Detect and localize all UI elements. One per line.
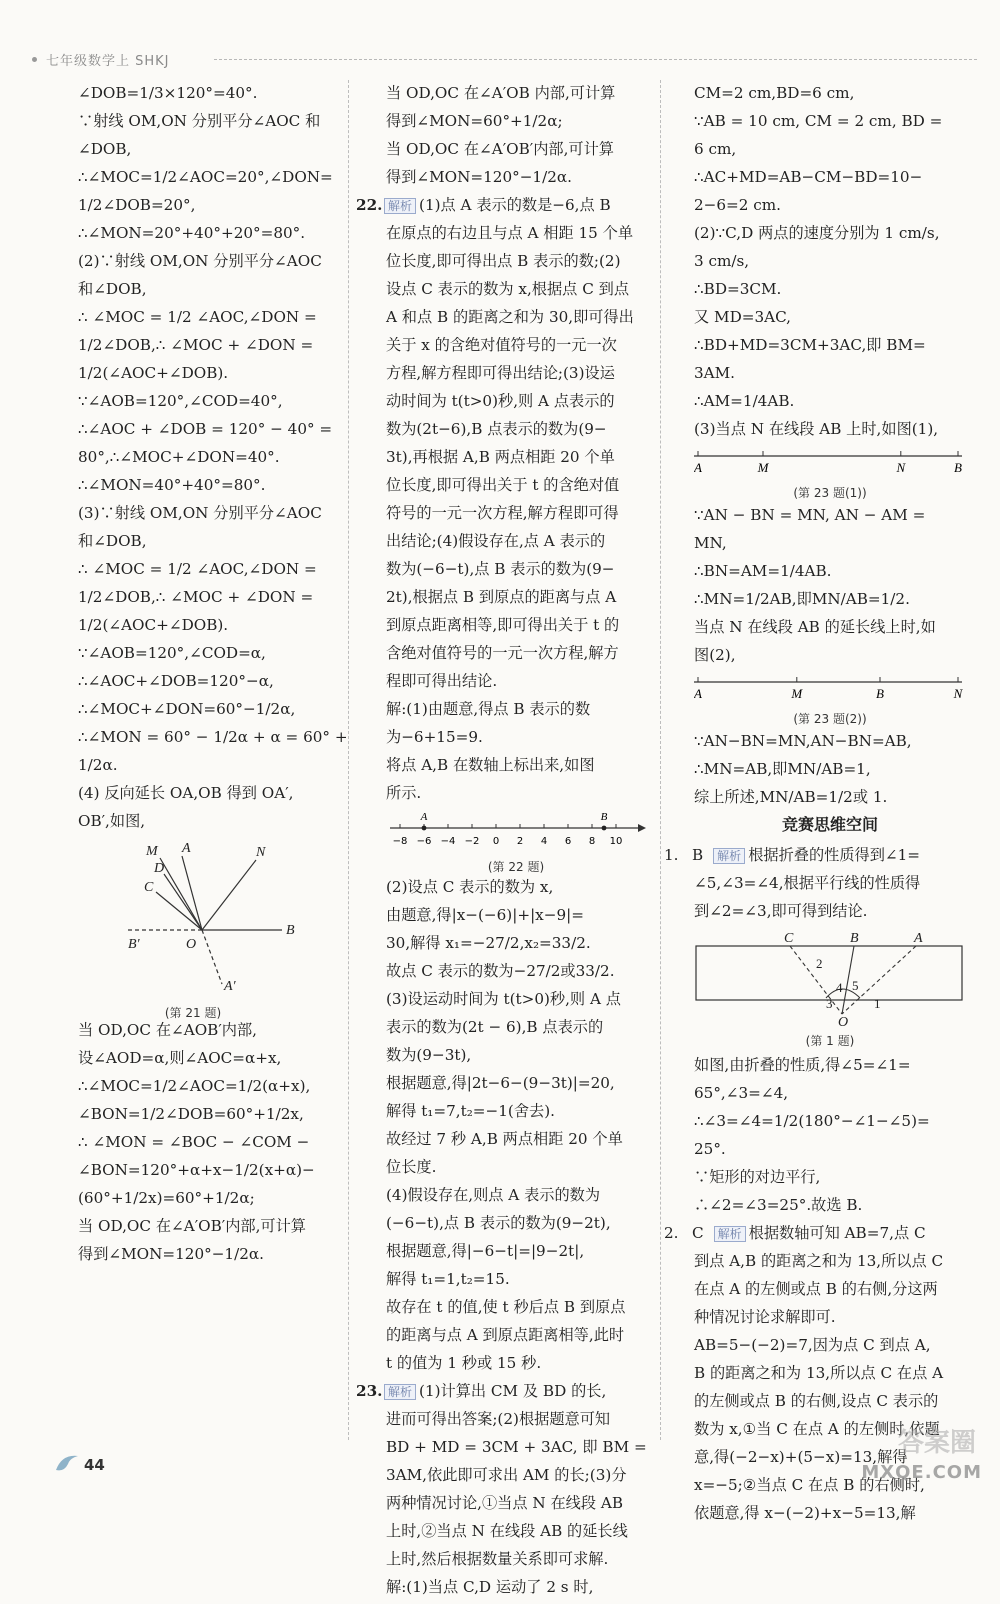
col1-text-after bbox=[78, 1019, 343, 1265]
segment-point-label: A bbox=[694, 460, 702, 475]
q1-solution bbox=[694, 1054, 966, 1216]
text-line: CM=2 cm,BD=6 cm, bbox=[694, 84, 855, 102]
q1-text bbox=[694, 872, 966, 922]
text-line: ∵AN−BN=MN,AN−BN=AB, bbox=[694, 732, 912, 750]
figure-22 bbox=[386, 810, 650, 874]
axis-point bbox=[422, 826, 427, 831]
text-line: ∴AC+MD=AB−CM−BD=10− bbox=[694, 168, 923, 186]
figure-23-1 bbox=[694, 446, 966, 498]
segment-diagram-2 bbox=[694, 672, 966, 706]
axis-tick-label: −2 bbox=[464, 836, 480, 847]
text-line: 到原点距离相等,即可得出关于 t 的 bbox=[386, 616, 620, 634]
text-line: 故点 C 表示的数为−27/2或33/2. bbox=[386, 962, 615, 980]
figure-22-caption: (第 22 题) bbox=[487, 860, 545, 874]
q22-analysis bbox=[386, 222, 650, 692]
q1-answer: B bbox=[692, 846, 704, 864]
text-line: ∵AB = 10 cm, CM = 2 cm, BD = bbox=[694, 112, 943, 130]
text-line: OB′,如图, bbox=[78, 812, 146, 830]
segment-point-label: M bbox=[791, 686, 803, 701]
text-line: 将点 A,B 在数轴上标出来,如图 bbox=[386, 756, 595, 774]
text-line: (2)∵射线 OM,ON 分别平分∠AOC bbox=[78, 252, 322, 270]
text-line: 和∠DOB, bbox=[78, 532, 147, 550]
text-line: 得到∠MON=60°+1/2α; bbox=[386, 112, 563, 130]
text-line: 数为 x,①当 C 在点 A 的左侧时,依题 bbox=[694, 1420, 940, 1438]
text-line: ∴∠MOC+∠DON=60°−1/2α, bbox=[78, 700, 296, 718]
axis-tick-label: 0 bbox=[492, 836, 500, 847]
text-line: 在原点的右边且与点 A 相距 15 个单 bbox=[386, 224, 634, 242]
q22-number: 22. bbox=[356, 196, 383, 214]
text-line: 进而可得出答案;(2)根据题意可知 bbox=[386, 1410, 611, 1428]
text-line: ∵∠AOB=120°,∠COD=α, bbox=[78, 644, 266, 662]
text-line: 的左侧或点 B 的右侧,设点 C 表示的 bbox=[694, 1392, 939, 1410]
segment-point-label: B bbox=[954, 460, 962, 475]
angle-2-label: 2 bbox=[816, 956, 823, 971]
text-line: ∴∠AOC+∠DOB=120°−α, bbox=[78, 672, 274, 690]
text-line: 1/2∠DOB,∴ ∠MOC + ∠DON = bbox=[78, 588, 314, 606]
fold-rectangle-diagram bbox=[694, 928, 966, 1028]
text-line: 得到∠MON=120°−1/2α. bbox=[386, 168, 572, 186]
text-line: 符号的一元一次方程,解方程即可得 bbox=[386, 504, 619, 522]
label-O: O bbox=[186, 937, 197, 952]
text-line: (−6−t),点 B 表示的数为(9−2t), bbox=[386, 1214, 611, 1232]
analysis-tag-2: 解析 bbox=[384, 1384, 416, 1400]
text-line: 1/2(∠AOC+∠DOB). bbox=[78, 616, 229, 634]
text-line: 所示. bbox=[386, 784, 422, 802]
text-line: ∴MN=AB,即MN/AB=1, bbox=[694, 760, 871, 778]
page-number: 44 bbox=[84, 1456, 105, 1474]
segment-diagram-1 bbox=[694, 446, 966, 480]
watermark-logo-text: 答案圈 bbox=[897, 1428, 976, 1458]
text-line: 依题意,得 x−(−2)+x−5=13,解 bbox=[694, 1504, 916, 1522]
axis-point-label: A bbox=[420, 811, 428, 823]
header-rule bbox=[214, 59, 977, 60]
text-line: 和∠DOB, bbox=[78, 280, 147, 298]
figure-1 bbox=[694, 928, 966, 1048]
text-line: 30,解得 x₁=−27/2,x₂=33/2. bbox=[386, 934, 591, 952]
text-line: 数为(2t−6),B 点表示的数为(9− bbox=[386, 420, 607, 438]
text-line: ∵射线 OM,ON 分别平分∠AOC 和 bbox=[78, 112, 321, 130]
q23-analysis bbox=[386, 1408, 650, 1570]
text-line: 两种情况讨论,①当点 N 在线段 AB bbox=[386, 1494, 623, 1512]
segment-point-label: N bbox=[953, 686, 963, 701]
label-C: C bbox=[144, 880, 154, 895]
text-line: 3AM. bbox=[694, 364, 736, 382]
figure-23-1-caption: (第 23 题(1)) bbox=[793, 486, 867, 500]
text-line: 意,得(−2−x)+(5−x)=13,解得 bbox=[694, 1448, 908, 1466]
text-line: 设∠AOD=α,则∠AOC=α+x, bbox=[78, 1049, 282, 1067]
text-line: ∠BON=1/2∠DOB=60°+1/2x, bbox=[78, 1105, 304, 1123]
q1-text-first: 根据折叠的性质得到∠1= bbox=[748, 846, 920, 864]
text-line: ∴∠MON=20°+40°+20°=80°. bbox=[78, 224, 306, 242]
q22-analysis-first: (1)点 A 表示的数是−6,点 B bbox=[419, 196, 611, 214]
text-line: 到∠2=∠3,即可得到结论. bbox=[694, 902, 868, 920]
bullet-icon bbox=[32, 57, 37, 62]
text-line: 故经过 7 秒 A,B 两点相距 20 个单 bbox=[386, 1130, 623, 1148]
figure-1-caption: (第 1 题) bbox=[805, 1034, 855, 1048]
text-line: 含绝对值符号的一元一次方程,解方 bbox=[386, 644, 619, 662]
text-line: 6 cm, bbox=[694, 140, 737, 158]
text-line: ∴ ∠MON = ∠BOC − ∠COM − bbox=[78, 1133, 310, 1151]
axis-tick-label: 10 bbox=[609, 836, 623, 847]
segment-point-label: B bbox=[876, 686, 884, 701]
text-line: 动时间为 t(t>0)秒,则 A 点表示的 bbox=[386, 392, 615, 410]
text-line: 综上所述,MN/AB=1/2或 1. bbox=[694, 788, 888, 806]
col2-top-text bbox=[386, 82, 650, 188]
label-M: M bbox=[146, 844, 158, 859]
text-line: (3)设运动时间为 t(t>0)秒,则 A 点 bbox=[386, 990, 621, 1008]
text-line: 当 OD,OC 在∠A′OB′内部,可计算 bbox=[78, 1217, 306, 1235]
text-line: 出结论;(4)假设存在,点 A 表示的 bbox=[386, 532, 606, 550]
text-line: 当点 N 在线段 AB 的延长线上时,如 bbox=[694, 618, 936, 636]
text-line: 得到∠MON=120°−1/2α. bbox=[78, 1245, 264, 1263]
column-divider-2 bbox=[660, 80, 661, 1440]
text-line: ∴∠MON=40°+40°=80°. bbox=[78, 476, 266, 494]
dolphin-logo-icon bbox=[52, 1448, 82, 1478]
text-line: 在点 A 的左侧或点 B 的右侧,分这两 bbox=[694, 1280, 938, 1298]
rect-label-C: C bbox=[784, 931, 794, 946]
text-line: 3AM,依此即可求出 AM 的长;(3)分 bbox=[386, 1466, 627, 1484]
column-divider-1 bbox=[348, 80, 349, 1440]
text-line: ∠DOB=1/3×120°=40°. bbox=[78, 84, 258, 102]
label-N: N bbox=[256, 845, 266, 860]
text-line: MN, bbox=[694, 534, 727, 552]
text-line: ∠5,∠3=∠4,根据平行线的性质得 bbox=[694, 874, 921, 892]
angle-5-label: 5 bbox=[852, 978, 859, 993]
text-line: ∴BD+MD=3CM+3AC,即 BM= bbox=[694, 336, 926, 354]
text-line: 如图,由折叠的性质,得∠5=∠1= bbox=[694, 1056, 911, 1074]
rect-label-O: O bbox=[838, 1015, 849, 1028]
text-line: ∴ ∠MOC = 1/2 ∠AOC,∠DON = bbox=[78, 308, 317, 326]
label-B-prime: B′ bbox=[128, 937, 140, 952]
text-line: 3t),再根据 A,B 两点相距 20 个单 bbox=[386, 448, 615, 466]
text-line: ∴∠2=∠3=25°.故选 B. bbox=[694, 1196, 863, 1214]
text-line: 程即可得出结论. bbox=[386, 672, 498, 690]
axis-tick-label: 8 bbox=[588, 836, 596, 847]
q1-number: 1. bbox=[664, 846, 679, 864]
text-line: 又 MD=3AC, bbox=[694, 308, 792, 326]
watermark-text: MXQE.COM bbox=[861, 1462, 982, 1483]
text-line: 3 cm/s, bbox=[694, 252, 750, 270]
text-line: ∵AN − BN = MN, AN − AM = bbox=[694, 506, 926, 524]
text-line: (4) 反向延长 OA,OB 得到 OA′, bbox=[78, 784, 294, 802]
text-line: ∴∠AOC + ∠DOB = 120° − 40° = bbox=[78, 420, 333, 438]
q23-analysis-first: (1)计算出 CM 及 BD 的长, bbox=[419, 1382, 607, 1400]
text-line: 1/2∠DOB,∴ ∠MOC + ∠DON = bbox=[78, 336, 314, 354]
text-line: 65°,∠3=∠4, bbox=[694, 1084, 789, 1102]
header-text: 七年级数学上 SHKJ bbox=[46, 54, 170, 69]
col3-text-1 bbox=[694, 82, 966, 440]
analysis-tag: 解析 bbox=[384, 198, 416, 214]
text-line: 当 OD,OC 在∠A′OB 内部,可计算 bbox=[386, 84, 616, 102]
text-line: 为−6+15=9. bbox=[386, 728, 483, 746]
text-line: (4)假设存在,则点 A 表示的数为 bbox=[386, 1186, 601, 1204]
q22-solution bbox=[386, 698, 650, 804]
text-line: ∠DOB, bbox=[78, 140, 132, 158]
text-line: ∴BD=3CM. bbox=[694, 280, 782, 298]
analysis-tag-3: 解析 bbox=[713, 848, 745, 864]
text-line: (2)∵C,D 两点的速度分别为 1 cm/s, bbox=[694, 224, 940, 242]
column-1 bbox=[78, 82, 348, 1271]
text-line: 数为(9−3t), bbox=[386, 1046, 472, 1064]
rect-label-A: A bbox=[914, 931, 923, 946]
axis-tick-label: 2 bbox=[516, 836, 524, 847]
text-line: 关于 x 的含绝对值符号的一元一次 bbox=[386, 336, 617, 354]
col1-text bbox=[78, 82, 348, 832]
column-3 bbox=[664, 82, 966, 1530]
number-line bbox=[386, 810, 646, 854]
text-line: 位长度. bbox=[386, 1158, 437, 1176]
text-line: 当 OD,OC 在∠AOB′内部, bbox=[78, 1021, 257, 1039]
angle-1-label: 1 bbox=[874, 996, 881, 1011]
q22-solution-continued bbox=[386, 876, 650, 1374]
text-line: 1/2α. bbox=[78, 756, 118, 774]
text-line: 1/2∠DOB=20°, bbox=[78, 196, 196, 214]
text-line: ∴BN=AM=1/4AB. bbox=[694, 562, 832, 580]
text-line: 上时,然后根据数量关系即可求解. bbox=[386, 1550, 609, 1568]
q23-number: 23. bbox=[356, 1382, 383, 1400]
analysis-tag-4: 解析 bbox=[714, 1226, 746, 1242]
axis-tick-label: −8 bbox=[392, 836, 408, 847]
text-line: 25°. bbox=[694, 1140, 726, 1158]
text-line: (3)当点 N 在线段 AB 上时,如图(1), bbox=[694, 420, 939, 438]
rect-label-B: B bbox=[850, 931, 859, 946]
segment-point-label: N bbox=[896, 460, 906, 475]
text-line: 根据题意,得|2t−6−(9−3t)|=20, bbox=[386, 1074, 615, 1092]
text-line: BD + MD = 3CM + 3AC, 即 BM = bbox=[386, 1438, 647, 1456]
text-line: 的距离与点 A 到原点距离相等,此时 bbox=[386, 1326, 625, 1344]
text-line: 图(2), bbox=[694, 646, 736, 664]
text-line: (3)∵射线 OM,ON 分别平分∠AOC bbox=[78, 504, 322, 522]
figure-21 bbox=[78, 838, 343, 1020]
text-line: 上时,②当点 N 在线段 AB 的延长线 bbox=[386, 1522, 628, 1540]
label-A-prime: A′ bbox=[224, 979, 236, 994]
section-title: 竞赛思维空间 bbox=[781, 815, 878, 834]
text-line: ∴∠3=∠4=1/2(180°−∠1−∠5)= bbox=[694, 1112, 930, 1130]
axis-point bbox=[602, 826, 607, 831]
segment-point-label: A bbox=[694, 686, 702, 701]
text-line: 80°,∴∠MOC+∠DON=40°. bbox=[78, 448, 280, 466]
text-line: B 的距离之和为 13,所以点 C 在点 A bbox=[694, 1364, 944, 1382]
text-line: 表示的数为(2t − 6),B 点表示的 bbox=[386, 1018, 604, 1036]
text-line: ∴MN=1/2AB,即MN/AB=1/2. bbox=[694, 590, 910, 608]
axis-tick-label: 4 bbox=[540, 836, 548, 847]
text-line: AB=5−(−2)=7,因为点 C 到点 A, bbox=[694, 1336, 931, 1354]
axis-tick-label: −6 bbox=[416, 836, 432, 847]
text-line: ∵∠AOB=120°,∠COD=40°, bbox=[78, 392, 283, 410]
q2-text-first: 根据数轴可知 AB=7,点 C bbox=[748, 1224, 926, 1242]
text-line: x=−5;②当点 C 在点 B 的右侧时, bbox=[694, 1476, 925, 1494]
text-line: ∴∠MON = 60° − 1/2α + α = 60° + bbox=[78, 728, 348, 746]
text-line: (2)设点 C 表示的数为 x, bbox=[386, 878, 554, 896]
col3-text-3 bbox=[694, 730, 966, 808]
text-line: 2−6=2 cm. bbox=[694, 196, 782, 214]
text-line: 故存在 t 的值,使 t 秒后点 B 到原点 bbox=[386, 1298, 626, 1316]
figure-21-caption: (第 21 题) bbox=[164, 1006, 222, 1020]
text-line: ∠BON=120°+α+x−1/2(x+α)− bbox=[78, 1161, 315, 1179]
text-line: t 的值为 1 秒或 15 秒. bbox=[386, 1354, 542, 1372]
text-line: 解得 t₁=1,t₂=15. bbox=[386, 1270, 510, 1288]
axis-tick-label: 6 bbox=[564, 836, 572, 847]
text-line: 方程,解方程即可得出结论;(3)设运 bbox=[386, 364, 615, 382]
text-line: 当 OD,OC 在∠A′OB′内部,可计算 bbox=[386, 140, 614, 158]
question-22 bbox=[356, 194, 650, 1598]
axis-point-label: B bbox=[600, 811, 608, 823]
text-line: A 和点 B 的距离之和为 30,即可得出 bbox=[386, 308, 634, 326]
text-line: 解得 t₁=7,t₂=−1(舍去). bbox=[386, 1102, 555, 1120]
figure-23-2 bbox=[694, 672, 966, 724]
text-line: ∵矩形的对边平行, bbox=[694, 1168, 821, 1186]
text-line: 位长度,即可得出点 B 表示的数;(2) bbox=[386, 252, 621, 270]
text-line: ∴AM=1/4AB. bbox=[694, 392, 795, 410]
text-line: 到点 A,B 的距离之和为 13,所以点 C bbox=[694, 1252, 944, 1270]
text-line: ∴∠MOC=1/2∠AOC=20°,∠DON= bbox=[78, 168, 333, 186]
text-line: 设点 C 表示的数为 x,根据点 C 到点 bbox=[386, 280, 630, 298]
text-line: 根据题意,得|−6−t|=|9−2t|, bbox=[386, 1242, 585, 1260]
text-line: ∴ ∠MOC = 1/2 ∠AOC,∠DON = bbox=[78, 560, 317, 578]
running-header bbox=[32, 50, 977, 68]
label-B: B bbox=[286, 923, 295, 938]
text-line: 位长度,即可得出关于 t 的含绝对值 bbox=[386, 476, 620, 494]
q23-solution: 解:(1)当点 C,D 运动了 2 s 时, bbox=[386, 1578, 594, 1596]
angle-3-label: 3 bbox=[826, 996, 833, 1011]
text-line: 数为(−6−t),点 B 表示的数为(9− bbox=[386, 560, 615, 578]
text-line: 2t),根据点 B 到原点的距离与点 A bbox=[386, 588, 617, 606]
text-line: ∴∠MOC=1/2∠AOC=1/2(α+x), bbox=[78, 1077, 311, 1095]
q2-answer: C bbox=[692, 1224, 704, 1242]
angle-diagram bbox=[78, 838, 308, 998]
figure-23-2-caption: (第 23 题(2)) bbox=[793, 712, 867, 726]
text-line: 种情况讨论求解即可. bbox=[694, 1308, 836, 1326]
q2-number: 2. bbox=[664, 1224, 679, 1242]
text-line: 1/2(∠AOC+∠DOB). bbox=[78, 364, 229, 382]
label-A: A bbox=[182, 841, 191, 856]
label-D: D bbox=[154, 861, 165, 876]
angle-4-label: 4 bbox=[836, 980, 843, 995]
col3-text-2 bbox=[694, 504, 966, 666]
axis-tick-label: −4 bbox=[440, 836, 456, 847]
column-2 bbox=[358, 82, 650, 1604]
text-line: 解:(1)由题意,得点 B 表示的数 bbox=[386, 700, 591, 718]
text-line: (60°+1/2x)=60°+1/2α; bbox=[78, 1189, 255, 1207]
text-line: 由题意,得|x−(−6)|+|x−9|= bbox=[386, 906, 584, 924]
segment-point-label: M bbox=[757, 460, 769, 475]
